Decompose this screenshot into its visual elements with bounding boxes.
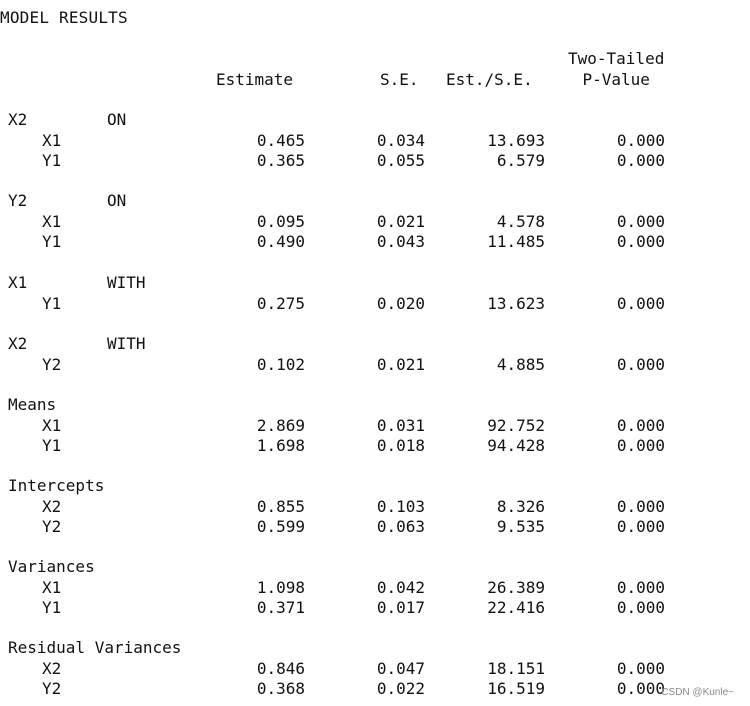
se-value: 0.018 xyxy=(376,436,425,455)
result-row xyxy=(0,232,750,252)
est-over-se-value: 13.693 xyxy=(487,131,545,150)
variable-name: Y1 xyxy=(42,232,62,251)
section-title: Intercepts xyxy=(8,476,105,495)
variable-name: X1 xyxy=(42,212,62,231)
result-row xyxy=(0,517,750,537)
est-over-se-value: 11.485 xyxy=(487,232,545,251)
estimate-value: 0.275 xyxy=(256,294,305,313)
est-over-se-value: 4.885 xyxy=(496,355,545,374)
section-keyword: ON xyxy=(107,191,127,210)
se-value: 0.063 xyxy=(376,517,425,536)
header-estimate: Estimate xyxy=(216,70,294,89)
estimate-value: 0.368 xyxy=(256,679,305,698)
result-row xyxy=(0,416,750,436)
estimate-value: 0.095 xyxy=(256,212,305,231)
estimate-value: 0.465 xyxy=(256,131,305,150)
estimate-value: 0.599 xyxy=(256,517,305,536)
section-keyword: WITH xyxy=(107,273,146,292)
result-row xyxy=(0,212,750,232)
variable-name: Y1 xyxy=(42,294,62,313)
result-row xyxy=(0,659,750,679)
section-title: X2 xyxy=(8,110,28,129)
p-value: 0.000 xyxy=(616,578,665,597)
variable-name: Y2 xyxy=(42,517,62,536)
p-value: 0.000 xyxy=(616,598,665,617)
se-value: 0.017 xyxy=(376,598,425,617)
se-value: 0.047 xyxy=(376,659,425,678)
variable-name: Y1 xyxy=(42,598,62,617)
estimate-value: 1.098 xyxy=(256,578,305,597)
variable-name: Y1 xyxy=(42,151,62,170)
section-title: Variances xyxy=(8,557,95,576)
se-value: 0.021 xyxy=(376,355,425,374)
variable-name: Y2 xyxy=(42,355,62,374)
estimate-value: 0.371 xyxy=(256,598,305,617)
p-value: 0.000 xyxy=(616,436,665,455)
variable-name: X1 xyxy=(42,131,62,150)
se-value: 0.055 xyxy=(376,151,425,170)
variable-name: X1 xyxy=(42,416,62,435)
result-row xyxy=(0,497,750,517)
est-over-se-value: 26.389 xyxy=(487,578,545,597)
header-p-line2: P-Value xyxy=(582,70,650,89)
p-value: 0.000 xyxy=(616,212,665,231)
se-value: 0.020 xyxy=(376,294,425,313)
p-value: 0.000 xyxy=(616,659,665,678)
est-over-se-value: 9.535 xyxy=(496,517,545,536)
estimate-value: 0.365 xyxy=(256,151,305,170)
p-value: 0.000 xyxy=(616,679,665,698)
header-p-line1: Two-Tailed xyxy=(568,49,665,68)
p-value: 0.000 xyxy=(616,355,665,374)
result-row xyxy=(0,578,750,598)
result-row xyxy=(0,436,750,456)
est-over-se-value: 8.326 xyxy=(496,497,545,516)
estimate-value: 0.846 xyxy=(256,659,305,678)
page-title: MODEL RESULTS xyxy=(0,8,128,27)
section-title: Means xyxy=(8,395,57,414)
se-value: 0.042 xyxy=(376,578,425,597)
section-title: Residual Variances xyxy=(8,638,182,657)
variable-name: Y1 xyxy=(42,436,62,455)
est-over-se-value: 92.752 xyxy=(487,416,545,435)
se-value: 0.043 xyxy=(376,232,425,251)
result-row xyxy=(0,679,750,699)
header-p-value xyxy=(568,48,664,90)
p-value: 0.000 xyxy=(616,232,665,251)
se-value: 0.103 xyxy=(376,497,425,516)
variable-name: Y2 xyxy=(42,679,62,698)
p-value: 0.000 xyxy=(616,497,665,516)
result-row xyxy=(0,131,750,151)
variable-name: X2 xyxy=(42,497,62,516)
p-value: 0.000 xyxy=(616,517,665,536)
result-row xyxy=(0,294,750,314)
est-over-se-value: 4.578 xyxy=(496,212,545,231)
est-over-se-value: 18.151 xyxy=(487,659,545,678)
estimate-value: 0.102 xyxy=(256,355,305,374)
est-over-se-value: 13.623 xyxy=(487,294,545,313)
result-row xyxy=(0,598,750,618)
section-keyword: ON xyxy=(107,110,127,129)
est-over-se-value: 94.428 xyxy=(487,436,545,455)
est-over-se-value: 16.519 xyxy=(487,679,545,698)
p-value: 0.000 xyxy=(616,416,665,435)
estimate-value: 2.869 xyxy=(256,416,305,435)
estimate-value: 0.855 xyxy=(256,497,305,516)
se-value: 0.021 xyxy=(376,212,425,231)
estimate-value: 0.490 xyxy=(256,232,305,251)
section-title: X2 xyxy=(8,334,28,353)
header-se: S.E. xyxy=(380,70,419,89)
result-row xyxy=(0,151,750,171)
estimate-value: 1.698 xyxy=(256,436,305,455)
variable-name: X2 xyxy=(42,659,62,678)
p-value: 0.000 xyxy=(616,294,665,313)
p-value: 0.000 xyxy=(616,151,665,170)
section-keyword: WITH xyxy=(107,334,146,353)
variable-name: X1 xyxy=(42,578,62,597)
p-value: 0.000 xyxy=(616,131,665,150)
watermark: CSDN @Kunle~ xyxy=(661,687,734,698)
se-value: 0.034 xyxy=(376,131,425,150)
se-value: 0.031 xyxy=(376,416,425,435)
section-title: X1 xyxy=(8,273,28,292)
section-title: Y2 xyxy=(8,191,28,210)
se-value: 0.022 xyxy=(376,679,425,698)
est-over-se-value: 6.579 xyxy=(496,151,545,170)
est-over-se-value: 22.416 xyxy=(487,598,545,617)
header-est-over-se: Est./S.E. xyxy=(446,70,533,89)
result-row xyxy=(0,355,750,375)
